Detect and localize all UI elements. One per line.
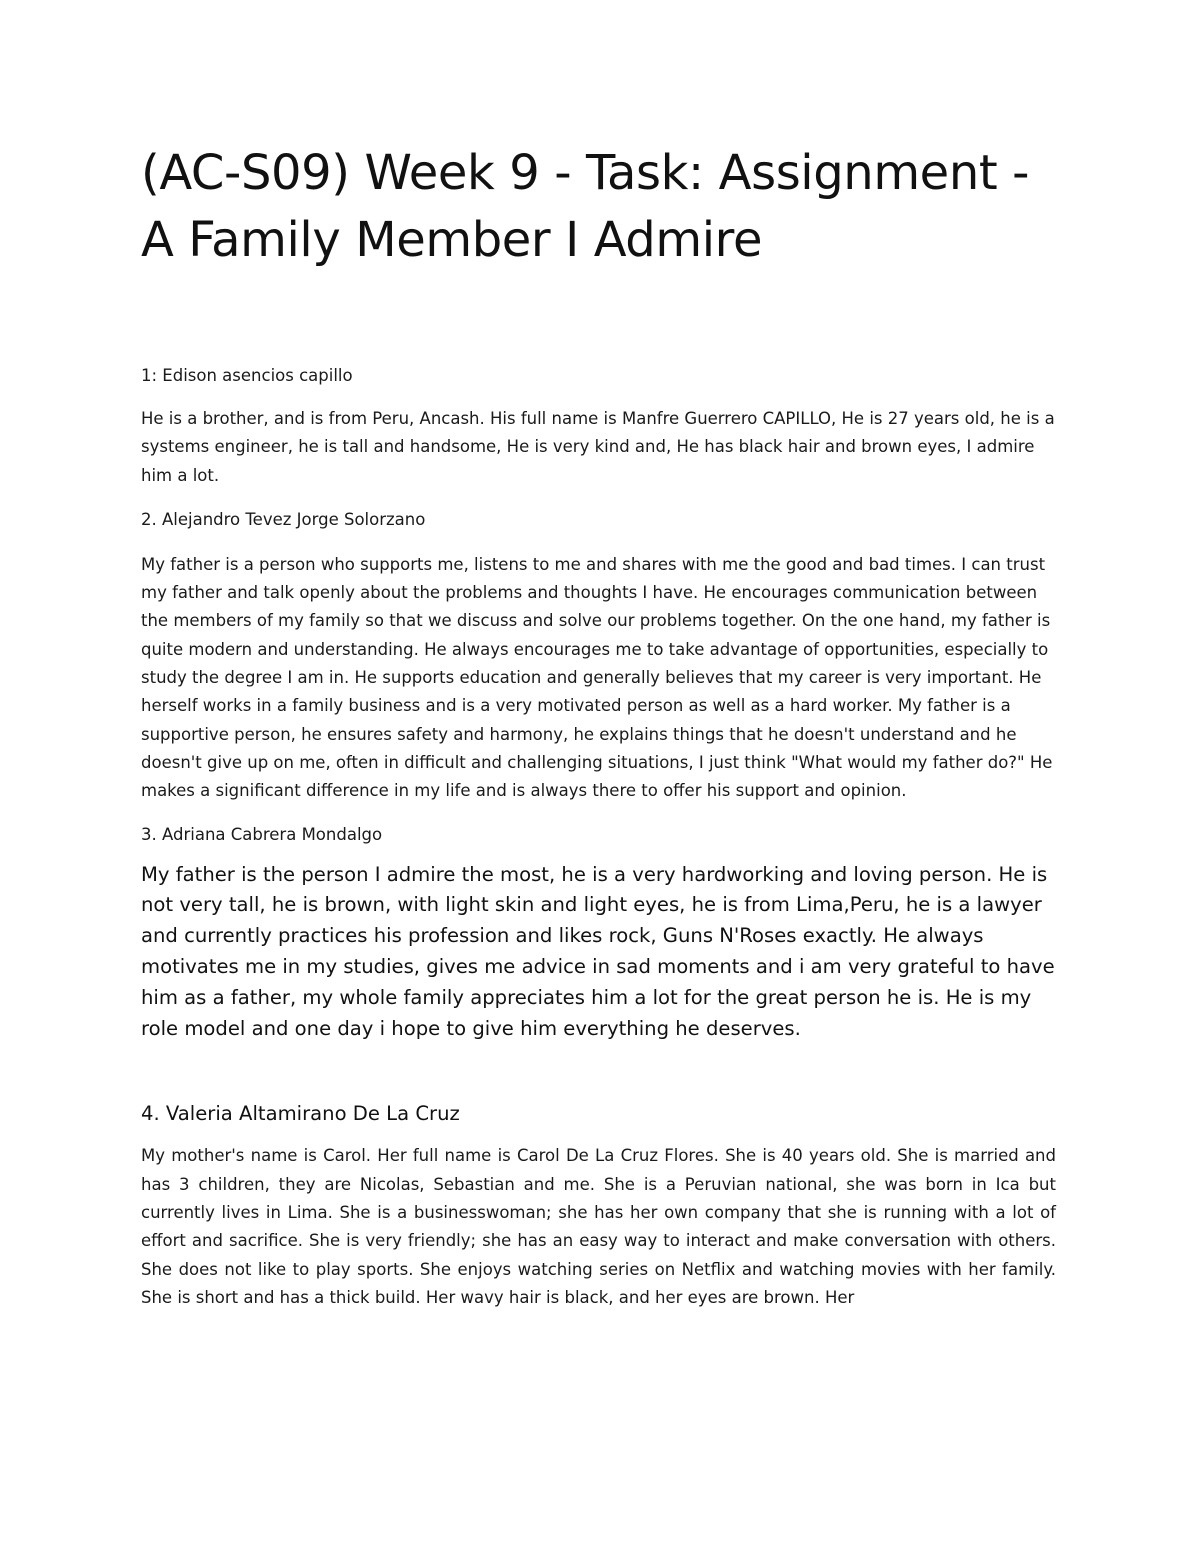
section-heading-2: 2. Alejandro Tevez Jorge Solorzano	[141, 509, 426, 529]
document-content	[141, 140, 1066, 1312]
section-body-4: My mother's name is Carol. Her full name is Carol De La Cruz Flores. She is 40 years old. She is married and has 3 children, they are Nicolas, Sebastian and me. She is a Peruvian national, she was born in Ica but currently lives in Lima. She is a businesswoman; she has her own company that she is running with a lot of effort and sacrifice. She is very friendly; she has an easy way to interact and make conversation with others. She does not like to play sports. She enjoys watching series on Netflix and watching movies with her family. She is short and has a thick build. Her wavy hair is black, and her eyes are brown. Her	[141, 1146, 1056, 1307]
section-heading-4: 4. Valeria Altamirano De La Cruz	[141, 1102, 460, 1126]
section-body-2: My father is a person who supports me, listens to me and shares with me the good and bad times. I can trust my father and talk openly about the problems and thoughts I have. He encourages communication between the members of my family so that we discuss and solve our problems together. On the one hand, my father is quite modern and understanding. He always encourages me to take advantage of opportunities, especially to study the degree I am in. He supports education and generally believes that my career is very important. He herself works in a family business and is a very motivated person as well as a hard worker. My father is a supportive person, he ensures safety and harmony, he explains things that he doesn't understand and he doesn't give up on me, often in difficult and challenging situations, I just think "What would my father do?" He makes a significant difference in my life and is always there to offer his support and opinion.	[141, 554, 1053, 801]
section-body-3: My father is the person I admire the most, he is a very hardworking and loving person. He is not very tall, he is brown, with light skin and light eyes, he is from Lima,Peru, he is a lawyer and currently practices his profession and likes rock, Guns N'Roses exactly. He always motivates me in my studies, gives me advice in sad moments and i am very grateful to have him as a father, my whole family appreciates him a lot for the great person he is. He is my role model and one day i hope to give him everything he deserves.	[141, 862, 1055, 1040]
section-body-1: He is a brother, and is from Peru, Ancash. His full name is Manfre Guerrero CAPILLO, He is 27 years old, he is a systems engineer, he is tall and handsome, He is very kind and, He has black hair and brown eyes, I admire him a lot.	[141, 409, 1055, 485]
section-heading-1: 1: Edison asencios capillo	[141, 366, 353, 385]
page-title: (AC-S09) Week 9 - Task: Assignment - A Family Member I Admire	[141, 145, 1030, 268]
section-heading-3: 3. Adriana Cabrera Mondalgo	[141, 824, 383, 844]
